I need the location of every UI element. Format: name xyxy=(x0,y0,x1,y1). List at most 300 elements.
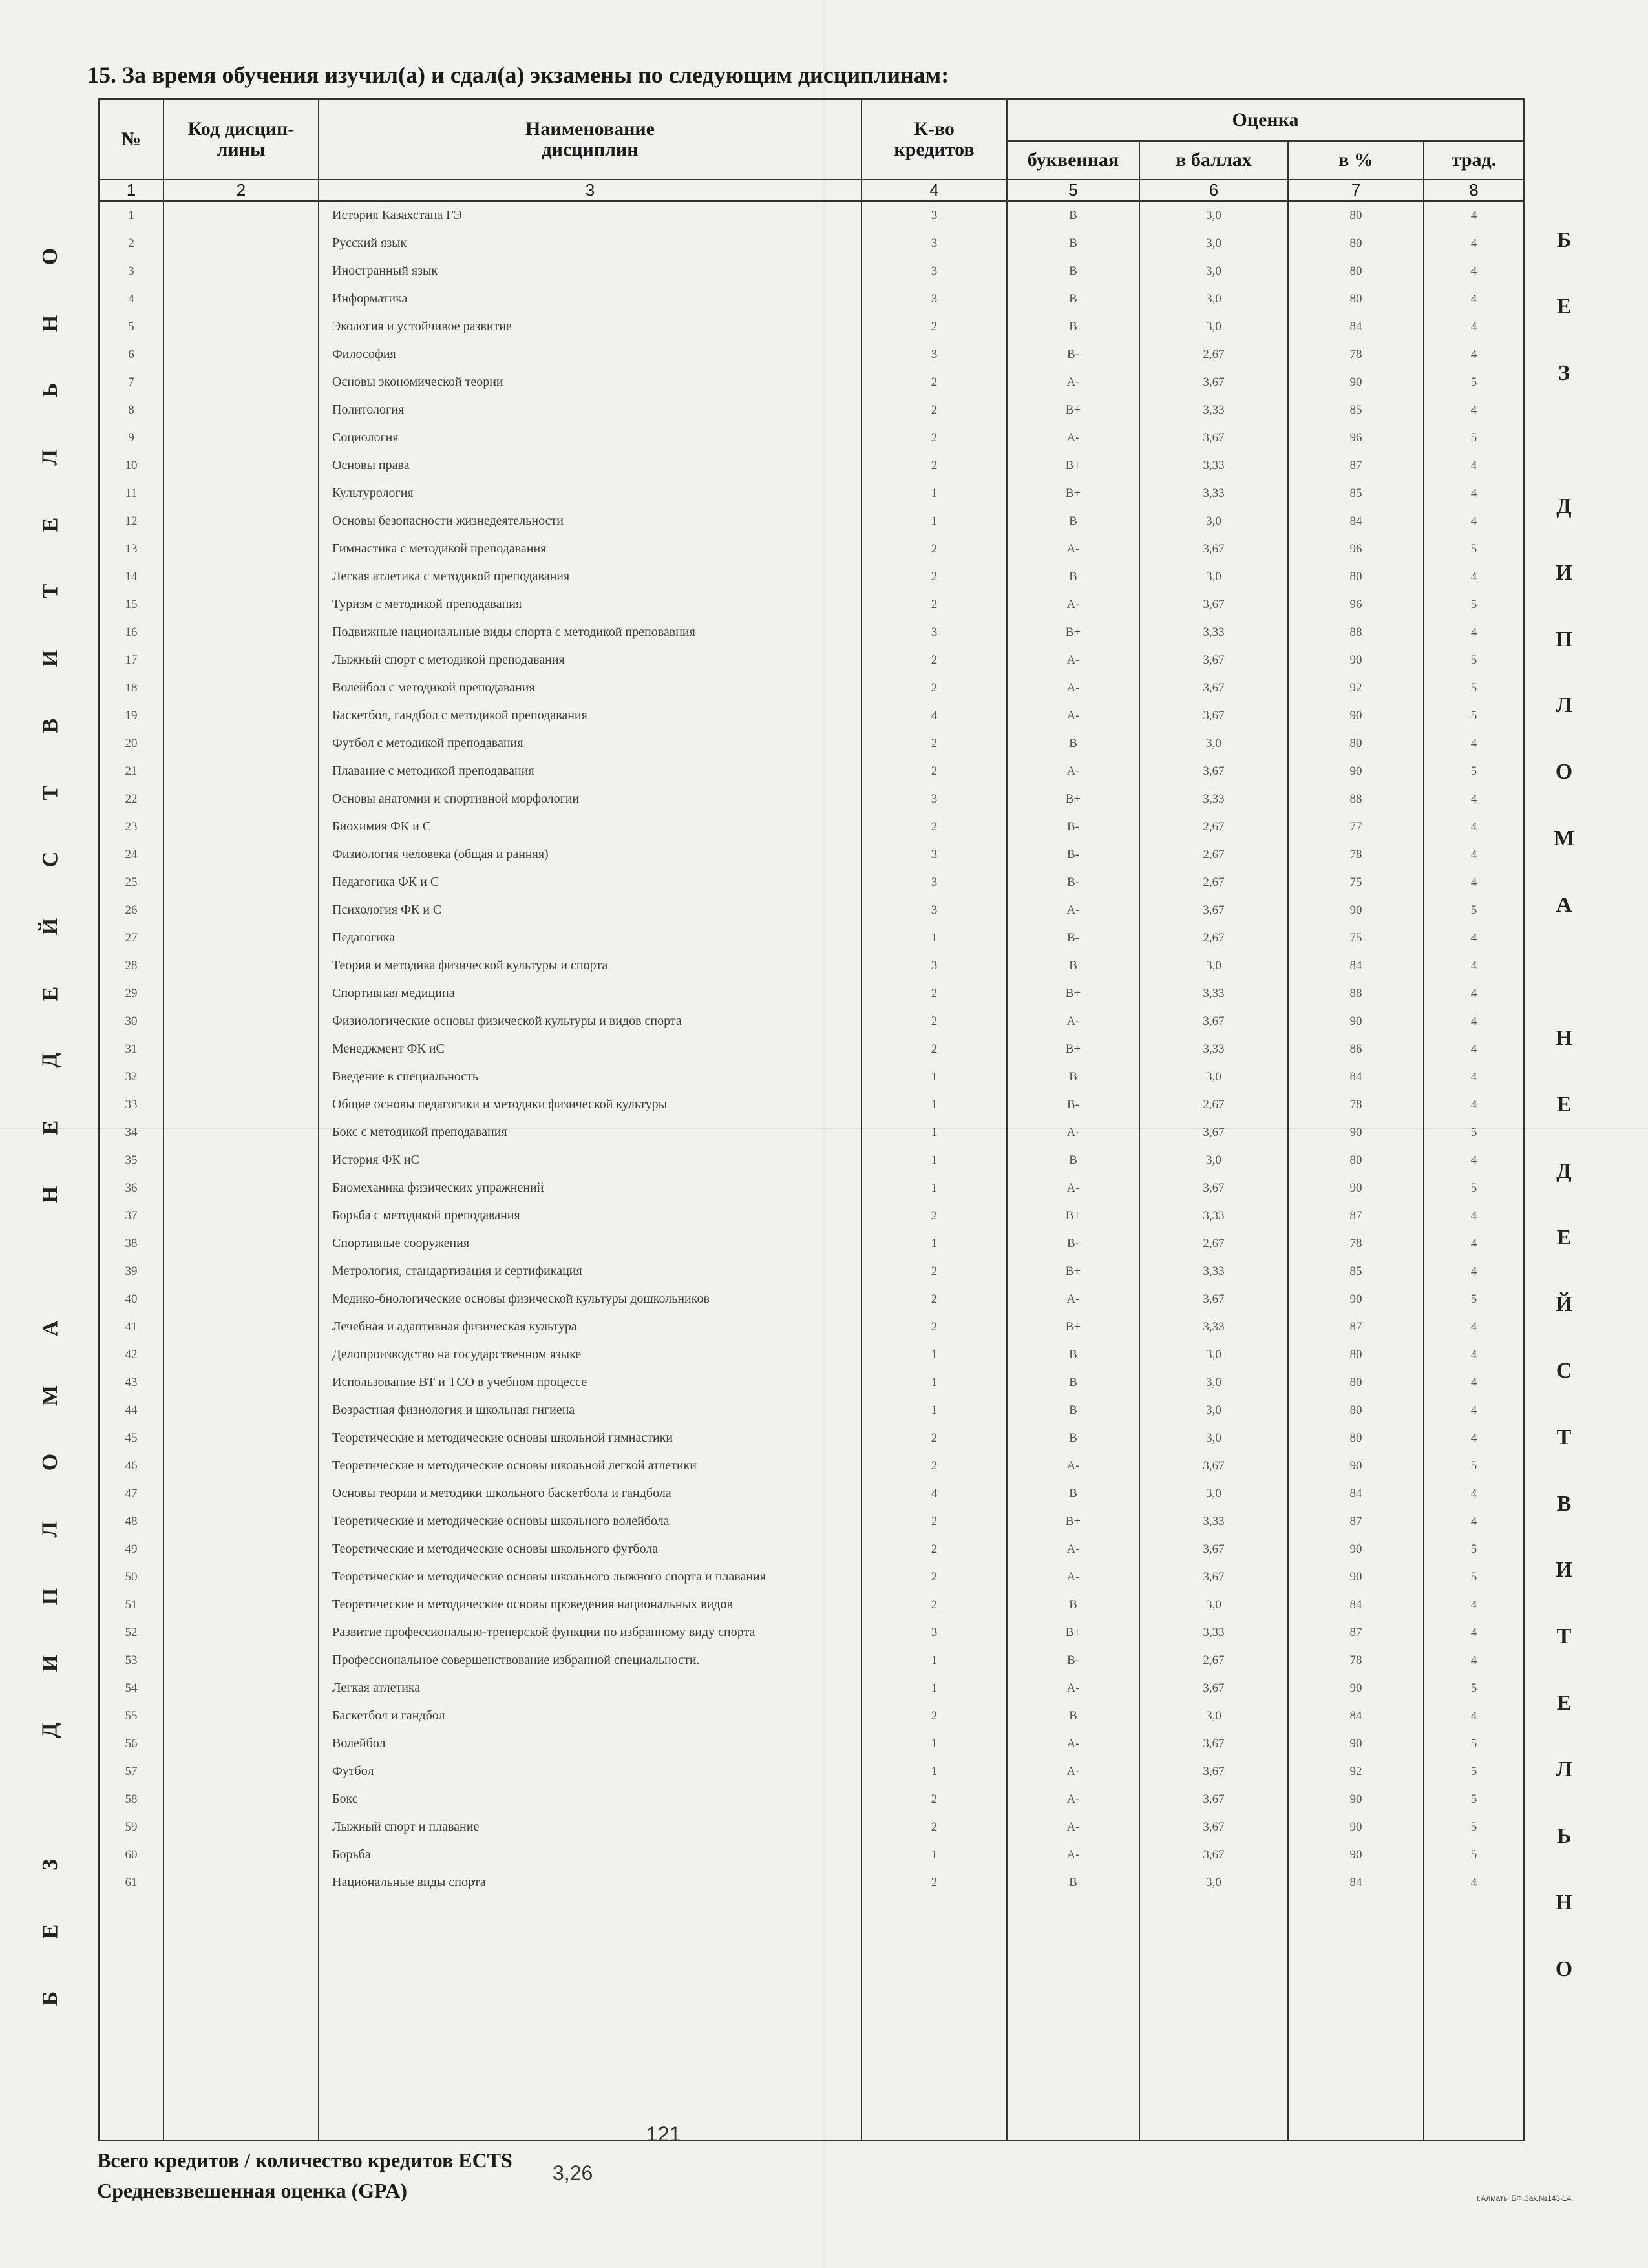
row-discipline: Футбол с методикой преподавания xyxy=(319,730,861,757)
row-trad-grade: 4 xyxy=(1424,1035,1524,1063)
row-points: 3,33 xyxy=(1139,1035,1288,1063)
table-row xyxy=(99,1063,1524,1091)
row-trad-grade: 4 xyxy=(1424,201,1524,229)
row-trad-grade: 4 xyxy=(1424,257,1524,285)
row-points: 3,0 xyxy=(1139,229,1288,257)
row-letter-grade: B xyxy=(1007,313,1139,341)
row-discipline: Плавание с методикой преподавания xyxy=(319,757,861,785)
row-code xyxy=(164,1007,319,1035)
stamp-letter: П xyxy=(37,1588,62,1605)
row-trad-grade: 5 xyxy=(1424,368,1524,396)
row-percent: 96 xyxy=(1288,591,1424,618)
row-discipline: История Казахстана ГЭ xyxy=(319,201,861,229)
row-discipline: Биохимия ФК и С xyxy=(319,813,861,841)
row-points: 3,67 xyxy=(1139,368,1288,396)
row-points: 3,67 xyxy=(1139,1563,1288,1591)
row-percent: 80 xyxy=(1288,1424,1424,1452)
col-header-code: Код дисцип- лины xyxy=(164,99,319,180)
row-points: 3,33 xyxy=(1139,1507,1288,1535)
table-row xyxy=(99,535,1524,563)
stamp-letter: Б xyxy=(37,1991,62,2006)
colnum: 6 xyxy=(1139,180,1288,201)
row-number: 36 xyxy=(99,1174,164,1202)
row-letter-grade: A- xyxy=(1007,674,1139,702)
row-credits: 2 xyxy=(861,1563,1007,1591)
row-letter-grade: B+ xyxy=(1007,1507,1139,1535)
row-trad-grade: 4 xyxy=(1424,479,1524,507)
row-trad-grade: 4 xyxy=(1424,841,1524,868)
row-points: 2,67 xyxy=(1139,1646,1288,1674)
stamp-letter: Ь xyxy=(37,383,62,398)
row-credits: 2 xyxy=(861,1869,1007,1896)
row-credits: 2 xyxy=(861,1202,1007,1230)
side-stamp-left xyxy=(31,246,70,2010)
row-letter-grade: A- xyxy=(1007,1285,1139,1313)
table-row xyxy=(99,868,1524,896)
row-percent: 90 xyxy=(1288,1535,1424,1563)
row-points: 2,67 xyxy=(1139,341,1288,368)
row-discipline: Культурология xyxy=(319,479,861,507)
row-points: 3,0 xyxy=(1139,1480,1288,1507)
row-trad-grade: 5 xyxy=(1424,591,1524,618)
row-discipline: Профессиональное совершенствование избранной специальности. xyxy=(319,1646,861,1674)
row-discipline: Лечебная и адаптивная физическая культура xyxy=(319,1313,861,1341)
row-code xyxy=(164,646,319,674)
row-percent: 90 xyxy=(1288,896,1424,924)
row-letter-grade: A- xyxy=(1007,646,1139,674)
row-discipline: Иностранный язык xyxy=(319,257,861,285)
row-points: 3,67 xyxy=(1139,1785,1288,1813)
row-points: 3,67 xyxy=(1139,591,1288,618)
row-code xyxy=(164,1869,319,1896)
col-header-percent: в % xyxy=(1288,141,1424,180)
row-letter-grade: A- xyxy=(1007,535,1139,563)
row-code xyxy=(164,1035,319,1063)
row-number: 2 xyxy=(99,229,164,257)
row-trad-grade: 4 xyxy=(1424,980,1524,1007)
colnum: 7 xyxy=(1288,180,1424,201)
row-points: 3,0 xyxy=(1139,1424,1288,1452)
row-number: 52 xyxy=(99,1619,164,1646)
row-credits: 3 xyxy=(861,257,1007,285)
row-discipline: Экология и устойчивое развитие xyxy=(319,313,861,341)
row-code xyxy=(164,535,319,563)
row-percent: 90 xyxy=(1288,1563,1424,1591)
row-discipline: Подвижные национальные виды спорта с методикой преповавния xyxy=(319,618,861,646)
side-stamp-right xyxy=(1545,229,1583,1980)
row-trad-grade: 5 xyxy=(1424,535,1524,563)
row-number: 41 xyxy=(99,1313,164,1341)
row-percent: 90 xyxy=(1288,1841,1424,1869)
row-points: 3,0 xyxy=(1139,1396,1288,1424)
row-discipline: Введение в специальность xyxy=(319,1063,861,1091)
table-row xyxy=(99,396,1524,424)
row-letter-grade: A- xyxy=(1007,1452,1139,1480)
row-number: 48 xyxy=(99,1507,164,1535)
row-credits: 2 xyxy=(861,452,1007,479)
row-points: 3,33 xyxy=(1139,785,1288,813)
row-discipline: Теоретические и методические основы проведения национальных видов xyxy=(319,1591,861,1619)
row-code xyxy=(164,591,319,618)
row-credits: 1 xyxy=(861,924,1007,952)
row-code xyxy=(164,1341,319,1369)
row-points: 3,33 xyxy=(1139,1257,1288,1285)
filler-cell xyxy=(1139,1896,1288,2141)
row-discipline: Теоретические и методические основы школьной легкой атлетики xyxy=(319,1452,861,1480)
stamp-letter: Т xyxy=(38,584,62,599)
row-code xyxy=(164,1369,319,1396)
row-credits: 2 xyxy=(861,1535,1007,1563)
row-percent: 78 xyxy=(1288,341,1424,368)
table-row xyxy=(99,1452,1524,1480)
stamp-letter: И xyxy=(1555,1558,1573,1582)
row-trad-grade: 4 xyxy=(1424,1369,1524,1396)
row-points: 3,67 xyxy=(1139,1118,1288,1146)
row-credits: 2 xyxy=(861,980,1007,1007)
table-row xyxy=(99,980,1524,1007)
row-credits: 3 xyxy=(861,341,1007,368)
row-discipline: Биомеханика физических упражнений xyxy=(319,1174,861,1202)
row-code xyxy=(164,1452,319,1480)
stamp-letter: Л xyxy=(38,449,62,466)
row-discipline: Физиология человека (общая и ранняя) xyxy=(319,841,861,868)
row-code xyxy=(164,1146,319,1174)
table-row xyxy=(99,1369,1524,1396)
row-percent: 80 xyxy=(1288,285,1424,313)
stamp-letter: Е xyxy=(1556,1225,1572,1250)
row-discipline: Делопроизводство на государственном языке xyxy=(319,1341,861,1369)
table-row xyxy=(99,1702,1524,1730)
table-row xyxy=(99,1563,1524,1591)
row-points: 3,0 xyxy=(1139,1063,1288,1091)
table-row xyxy=(99,1591,1524,1619)
stamp-letter: А xyxy=(1556,893,1572,918)
row-letter-grade: B xyxy=(1007,1869,1139,1896)
row-code xyxy=(164,1591,319,1619)
row-points: 3,67 xyxy=(1139,646,1288,674)
table-row xyxy=(99,1035,1524,1063)
row-percent: 87 xyxy=(1288,1202,1424,1230)
row-percent: 96 xyxy=(1288,535,1424,563)
row-trad-grade: 4 xyxy=(1424,924,1524,952)
row-number: 14 xyxy=(99,563,164,591)
filler-cell xyxy=(1288,1896,1424,2141)
row-points: 3,0 xyxy=(1139,952,1288,980)
row-letter-grade: B- xyxy=(1007,341,1139,368)
stamp-letter: В xyxy=(38,718,62,733)
stamp-letter: З xyxy=(37,1858,62,1871)
row-number: 13 xyxy=(99,535,164,563)
row-number: 54 xyxy=(99,1674,164,1702)
row-number: 43 xyxy=(99,1369,164,1396)
filler-cell xyxy=(861,1896,1007,2141)
table-row xyxy=(99,1118,1524,1146)
row-number: 39 xyxy=(99,1257,164,1285)
row-code xyxy=(164,201,319,229)
row-number: 16 xyxy=(99,618,164,646)
row-percent: 90 xyxy=(1288,1674,1424,1702)
row-number: 46 xyxy=(99,1452,164,1480)
stamp-letter: С xyxy=(1556,1358,1572,1383)
row-letter-grade: B xyxy=(1007,507,1139,535)
row-credits: 2 xyxy=(861,368,1007,396)
table-row xyxy=(99,563,1524,591)
row-letter-grade: A- xyxy=(1007,757,1139,785)
row-code xyxy=(164,396,319,424)
row-code xyxy=(164,952,319,980)
row-percent: 80 xyxy=(1288,563,1424,591)
row-trad-grade: 4 xyxy=(1424,341,1524,368)
row-percent: 77 xyxy=(1288,813,1424,841)
stamp-letter xyxy=(39,1795,61,1801)
table-row xyxy=(99,1285,1524,1313)
row-discipline: Развитие профессионально-тренерской функции по избранному виду спорта xyxy=(319,1619,861,1646)
table-row xyxy=(99,591,1524,618)
table-row xyxy=(99,368,1524,396)
row-code xyxy=(164,618,319,646)
row-letter-grade: A- xyxy=(1007,1758,1139,1785)
row-trad-grade: 5 xyxy=(1424,1674,1524,1702)
table-row xyxy=(99,229,1524,257)
row-trad-grade: 4 xyxy=(1424,1619,1524,1646)
row-trad-grade: 4 xyxy=(1424,1313,1524,1341)
row-credits: 3 xyxy=(861,285,1007,313)
row-letter-grade: A- xyxy=(1007,1841,1139,1869)
row-number: 29 xyxy=(99,980,164,1007)
row-code xyxy=(164,563,319,591)
table-row xyxy=(99,1341,1524,1369)
row-credits: 2 xyxy=(861,535,1007,563)
row-credits: 1 xyxy=(861,1091,1007,1118)
stamp-letter: Л xyxy=(1556,1758,1572,1782)
row-discipline: Спортивные сооружения xyxy=(319,1230,861,1257)
row-number: 47 xyxy=(99,1480,164,1507)
table-row xyxy=(99,1674,1524,1702)
row-credits: 2 xyxy=(861,1785,1007,1813)
stamp-letter: С xyxy=(38,851,62,868)
colnum: 2 xyxy=(164,180,319,201)
row-points: 3,67 xyxy=(1139,424,1288,452)
row-trad-grade: 4 xyxy=(1424,507,1524,535)
row-points: 3,67 xyxy=(1139,1452,1288,1480)
row-number: 57 xyxy=(99,1758,164,1785)
row-code xyxy=(164,1730,319,1758)
row-points: 3,0 xyxy=(1139,1869,1288,1896)
stamp-letter: Е xyxy=(38,517,62,532)
row-discipline: Легкая атлетика xyxy=(319,1674,861,1702)
row-percent: 80 xyxy=(1288,1146,1424,1174)
row-points: 3,0 xyxy=(1139,313,1288,341)
table-row xyxy=(99,785,1524,813)
row-number: 28 xyxy=(99,952,164,980)
row-percent: 84 xyxy=(1288,507,1424,535)
row-points: 3,67 xyxy=(1139,702,1288,730)
row-code xyxy=(164,1091,319,1118)
row-letter-grade: B- xyxy=(1007,924,1139,952)
row-letter-grade: B+ xyxy=(1007,396,1139,424)
row-discipline: Основы безопасности жизнедеятельности xyxy=(319,507,861,535)
row-points: 3,0 xyxy=(1139,507,1288,535)
table-row xyxy=(99,341,1524,368)
row-code xyxy=(164,1424,319,1452)
row-credits: 1 xyxy=(861,1396,1007,1424)
stamp-letter: Е xyxy=(1556,1691,1572,1716)
row-credits: 2 xyxy=(861,674,1007,702)
row-trad-grade: 4 xyxy=(1424,1257,1524,1285)
row-trad-grade: 4 xyxy=(1424,1063,1524,1091)
row-letter-grade: B xyxy=(1007,952,1139,980)
row-percent: 80 xyxy=(1288,730,1424,757)
row-percent: 90 xyxy=(1288,1813,1424,1841)
row-number: 3 xyxy=(99,257,164,285)
row-discipline: Национальные виды спорта xyxy=(319,1869,861,1896)
row-percent: 88 xyxy=(1288,618,1424,646)
row-discipline: Основы анатомии и спортивной морфологии xyxy=(319,785,861,813)
row-number: 15 xyxy=(99,591,164,618)
row-letter-grade: A- xyxy=(1007,1535,1139,1563)
row-credits: 2 xyxy=(861,1007,1007,1035)
table-row xyxy=(99,674,1524,702)
row-discipline: Теоретические и методические основы школьного волейбола xyxy=(319,1507,861,1535)
row-trad-grade: 4 xyxy=(1424,868,1524,896)
colnum: 4 xyxy=(861,180,1007,201)
stamp-letter: Д xyxy=(1556,494,1572,518)
table-row xyxy=(99,1313,1524,1341)
table-row xyxy=(99,1869,1524,1896)
row-letter-grade: B xyxy=(1007,257,1139,285)
row-credits: 2 xyxy=(861,730,1007,757)
table-row xyxy=(99,1230,1524,1257)
row-trad-grade: 4 xyxy=(1424,1480,1524,1507)
filler-cell xyxy=(99,1896,164,2141)
row-points: 3,67 xyxy=(1139,1730,1288,1758)
row-code xyxy=(164,924,319,952)
stamp-letter: Д xyxy=(38,1053,62,1068)
row-number: 55 xyxy=(99,1702,164,1730)
row-percent: 75 xyxy=(1288,924,1424,952)
row-number: 21 xyxy=(99,757,164,785)
row-discipline: Теория и методика физической культуры и спорта xyxy=(319,952,861,980)
row-credits: 2 xyxy=(861,813,1007,841)
row-discipline: Баскетбол, гандбол с методикой преподавания xyxy=(319,702,861,730)
row-trad-grade: 4 xyxy=(1424,618,1524,646)
row-percent: 90 xyxy=(1288,1785,1424,1813)
table-row xyxy=(99,952,1524,980)
row-points: 3,33 xyxy=(1139,452,1288,479)
row-trad-grade: 4 xyxy=(1424,730,1524,757)
row-trad-grade: 4 xyxy=(1424,285,1524,313)
row-percent: 78 xyxy=(1288,1091,1424,1118)
row-code xyxy=(164,1535,319,1563)
row-trad-grade: 4 xyxy=(1424,1424,1524,1452)
row-percent: 78 xyxy=(1288,841,1424,868)
row-credits: 1 xyxy=(861,1674,1007,1702)
row-points: 2,67 xyxy=(1139,1230,1288,1257)
row-number: 49 xyxy=(99,1535,164,1563)
row-number: 17 xyxy=(99,646,164,674)
row-number: 25 xyxy=(99,868,164,896)
table-filler-row xyxy=(99,1896,1524,2141)
row-percent: 86 xyxy=(1288,1035,1424,1063)
row-letter-grade: B xyxy=(1007,229,1139,257)
row-number: 61 xyxy=(99,1869,164,1896)
row-number: 19 xyxy=(99,702,164,730)
row-percent: 90 xyxy=(1288,1730,1424,1758)
row-credits: 2 xyxy=(861,1507,1007,1535)
stamp-letter: Н xyxy=(1555,1891,1573,1915)
section-heading: 15. За время обучения изучил(а) и сдал(а) экзамены по следующим дисциплинам: xyxy=(87,62,949,88)
filler-cell xyxy=(319,1896,861,2141)
row-trad-grade: 4 xyxy=(1424,396,1524,424)
row-discipline: Бокс с методикой преподавания xyxy=(319,1118,861,1146)
row-trad-grade: 5 xyxy=(1424,1285,1524,1313)
row-discipline: Баскетбол и гандбол xyxy=(319,1702,861,1730)
row-code xyxy=(164,1813,319,1841)
stamp-letter: В xyxy=(1556,1491,1572,1516)
table-row xyxy=(99,1841,1524,1869)
row-points: 3,0 xyxy=(1139,257,1288,285)
row-letter-grade: B+ xyxy=(1007,618,1139,646)
row-percent: 90 xyxy=(1288,368,1424,396)
row-letter-grade: B- xyxy=(1007,1091,1139,1118)
row-trad-grade: 5 xyxy=(1424,1535,1524,1563)
row-number: 20 xyxy=(99,730,164,757)
row-letter-grade: A- xyxy=(1007,368,1139,396)
row-number: 58 xyxy=(99,1785,164,1813)
row-number: 12 xyxy=(99,507,164,535)
row-code xyxy=(164,757,319,785)
table-row xyxy=(99,1202,1524,1230)
stamp-letter xyxy=(39,1259,61,1265)
row-number: 33 xyxy=(99,1091,164,1118)
row-percent: 85 xyxy=(1288,1257,1424,1285)
row-percent: 84 xyxy=(1288,1702,1424,1730)
row-percent: 88 xyxy=(1288,980,1424,1007)
row-points: 3,0 xyxy=(1139,563,1288,591)
stamp-letter: Е xyxy=(38,1924,62,1939)
row-discipline: Лыжный спорт с методикой преподавания xyxy=(319,646,861,674)
stamp-letter: Е xyxy=(1556,294,1572,319)
row-points: 3,67 xyxy=(1139,1535,1288,1563)
row-percent: 80 xyxy=(1288,201,1424,229)
row-percent: 90 xyxy=(1288,646,1424,674)
col-header-number: № xyxy=(99,99,164,180)
table-row xyxy=(99,285,1524,313)
row-points: 3,0 xyxy=(1139,1146,1288,1174)
row-trad-grade: 4 xyxy=(1424,563,1524,591)
row-number: 5 xyxy=(99,313,164,341)
row-number: 37 xyxy=(99,1202,164,1230)
row-number: 44 xyxy=(99,1396,164,1424)
row-credits: 4 xyxy=(861,1480,1007,1507)
row-credits: 2 xyxy=(861,313,1007,341)
table-row xyxy=(99,507,1524,535)
row-discipline: Возрастная физиология и школьная гигиена xyxy=(319,1396,861,1424)
row-code xyxy=(164,1063,319,1091)
row-number: 56 xyxy=(99,1730,164,1758)
filler-cell xyxy=(164,1896,319,2141)
total-credits-label: Всего кредитов / количество кредитов ECTS xyxy=(97,2148,512,2172)
row-credits: 3 xyxy=(861,841,1007,868)
row-number: 8 xyxy=(99,396,164,424)
row-credits: 2 xyxy=(861,1035,1007,1063)
print-note: г.Алматы.БФ.Зак.№143-14. xyxy=(1477,2194,1574,2203)
table-row xyxy=(99,1619,1524,1646)
row-number: 38 xyxy=(99,1230,164,1257)
row-percent: 75 xyxy=(1288,868,1424,896)
row-number: 26 xyxy=(99,896,164,924)
row-trad-grade: 4 xyxy=(1424,785,1524,813)
